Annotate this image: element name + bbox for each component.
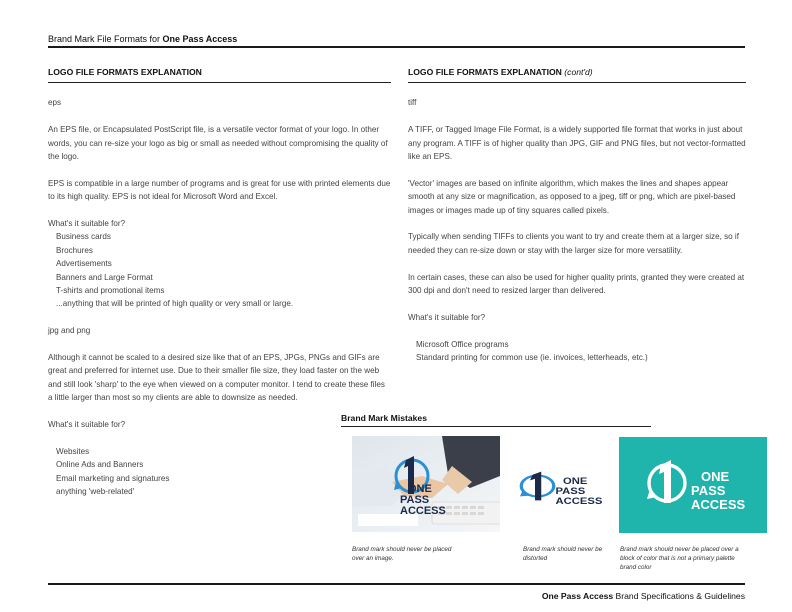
footer-divider bbox=[48, 583, 745, 585]
left-section-heading: LOGO FILE FORMATS EXPLANATION bbox=[48, 66, 391, 83]
jpg-paragraph-1: Although it cannot be scaled to a desired size like that of an EPS, JPGs, PNGs and GIFs are great and preferred for internet use. Due to their smaller file size, they load faster on the web and still look 'sharp' to the eye when viewed on a computer monitor. I tend to create these files a little larger than most so my clients are able to downsize as needed. bbox=[48, 353, 385, 403]
right-section-heading: LOGO FILE FORMATS EXPLANATION (cont'd) bbox=[408, 66, 746, 83]
logo-text-pass: PASS bbox=[555, 486, 586, 497]
tiff-suitable-label: What's it suitable for? bbox=[408, 312, 486, 322]
list-item: Advertisements bbox=[56, 259, 112, 269]
tiff-paragraph-3: Typically when sending TIFFs to clients you want to try and create them at a larger size, so if needed they can re-size down or stay with the larger size for more versatility. bbox=[408, 232, 739, 255]
tiff-paragraph-2: 'Vector' images are based on infinite algorithm, which makes the lines and shapes appear smooth at any size or magnification, as opposed to a jpeg, tiff or png, which are pixel-based images or images made up of tiny squares called pixels. bbox=[408, 178, 736, 215]
logo-text-pass: PASS bbox=[691, 483, 726, 498]
logo-text-one: ONE bbox=[701, 469, 730, 484]
footer-title: One Pass Access Brand Specifications & Guidelines bbox=[541, 591, 745, 601]
list-item: Websites bbox=[56, 446, 90, 456]
mistake-logo-wrong-color-block bbox=[619, 437, 767, 533]
logo-text-access: ACCESS bbox=[691, 497, 746, 512]
mistake-logo-distorted bbox=[518, 466, 616, 512]
eps-paragraph-1: An EPS file, or Encapsulated PostScript file, is a versatile vector format of your logo. In other words, you can re-size your logo as big or small as needed without compromising the quality of the logo. bbox=[48, 125, 388, 162]
eps-use-list bbox=[48, 230, 391, 310]
tiff-title: tiff bbox=[408, 98, 417, 108]
list-item: Email marketing and signatures bbox=[56, 473, 170, 483]
logo-text-pass: PASS bbox=[400, 494, 430, 506]
caption-color-block: Brand mark should never be placed over a block of color that is not a primary palette brand color bbox=[620, 546, 739, 571]
header-divider bbox=[48, 46, 745, 48]
eps-paragraph-2: EPS is compatible in a large number of programs and is great for use with printed elements due to its high quality. EPS is not ideal for Microsoft Word and Excel. bbox=[48, 178, 391, 202]
right-column bbox=[408, 66, 746, 378]
list-item: Microsoft Office programs bbox=[416, 339, 509, 349]
page-header-title: Brand Mark File Formats for One Pass Access bbox=[48, 34, 238, 44]
handshake-photo-illustration bbox=[352, 436, 500, 532]
list-item: anything 'web-related' bbox=[56, 487, 135, 497]
list-item: Business cards bbox=[56, 232, 111, 242]
jpg-suitable-label: What's it suitable for? bbox=[48, 420, 126, 430]
eps-title: eps bbox=[48, 98, 62, 108]
tiff-paragraph-1: A TIFF, or Tagged Image File Format, is a widely supported file format that works in just about any program. A TIFF is of higher quality than JPG, GIF and PNG files, but not vector-formatted like an EPS. bbox=[408, 125, 746, 162]
caption-distorted: Brand mark should never be distorted bbox=[523, 546, 603, 562]
list-item: ...anything that will be printed of high quality or very small or large. bbox=[56, 299, 294, 309]
list-item: Standard printing for common use (ie. invoices, letterheads, etc.) bbox=[416, 353, 648, 363]
distorted-logo-mark bbox=[518, 466, 616, 512]
mistake-logo-over-image bbox=[352, 436, 500, 532]
list-item: Brochures bbox=[56, 245, 93, 255]
teal-block-logo bbox=[619, 437, 767, 533]
logo-text-one: ONE bbox=[408, 483, 432, 495]
jpg-title: jpg and png bbox=[48, 326, 91, 336]
logo-text-one: ONE bbox=[563, 476, 588, 487]
mistakes-heading: Brand Mark Mistakes bbox=[341, 413, 651, 427]
list-item: Online Ads and Banners bbox=[56, 460, 144, 470]
logo-text-access: ACCESS bbox=[555, 496, 603, 507]
eps-suitable-label: What's it suitable for? bbox=[48, 219, 126, 229]
list-item: Banners and Large Format bbox=[56, 272, 153, 282]
jpg-use-list bbox=[48, 445, 391, 499]
left-column bbox=[48, 66, 391, 512]
tiff-paragraph-4: In certain cases, these can also be used for higher quality prints, granted they were created at 300 dpi and don't need to resized larger than delivered. bbox=[408, 272, 745, 296]
logo-text-access: ACCESS bbox=[400, 505, 446, 517]
list-item: T-shirts and promotional items bbox=[56, 286, 165, 296]
tiff-use-list bbox=[408, 338, 746, 365]
caption-over-image: Brand mark should never be placed over an image. bbox=[352, 546, 452, 562]
